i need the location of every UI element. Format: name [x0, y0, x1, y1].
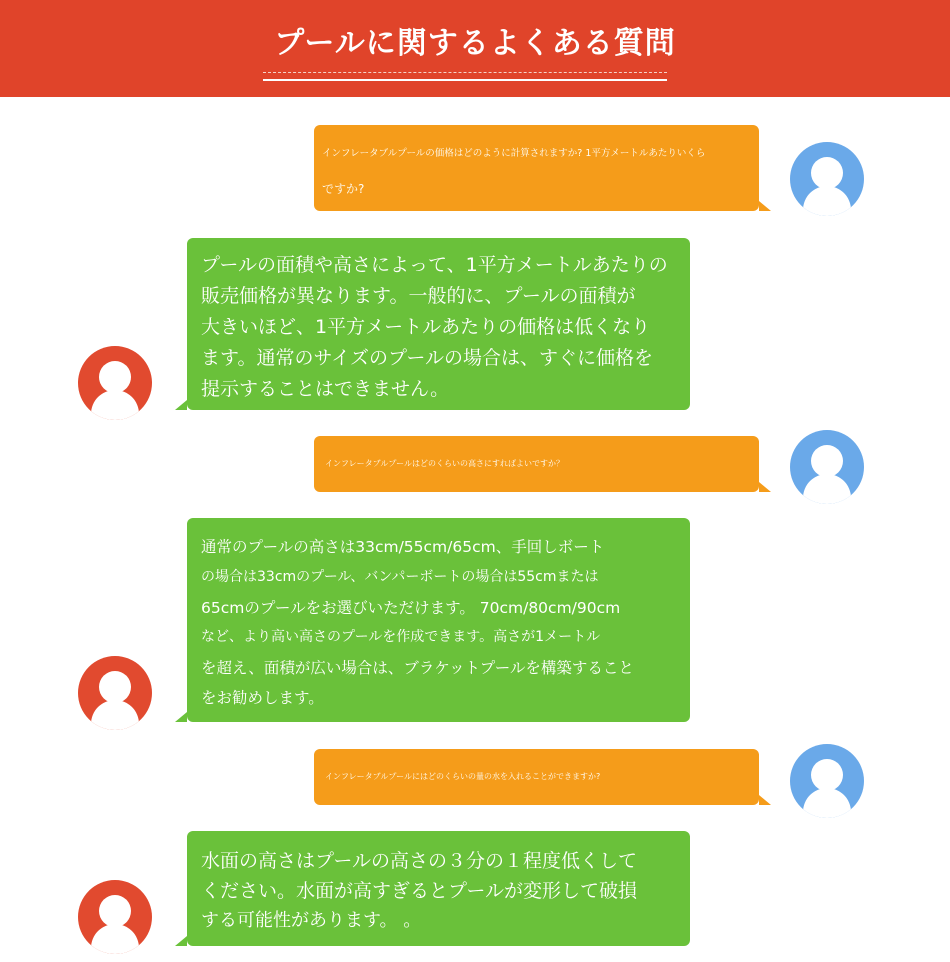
question-1-line-2: ですか?	[322, 182, 365, 196]
answer-1-line-1: プールの面積や高さによって、1平方メートルあたりの	[201, 254, 668, 276]
answer-1-line-4: ます。通常のサイズのプールの場合は、すぐに価格を	[201, 347, 654, 369]
answer-1-line-2: 販売価格が異なります。一般的に、プールの面積が	[201, 285, 636, 307]
answer-1-line-3: 大きいほど、1平方メートルあたりの価格は低くなり	[201, 316, 651, 338]
answer-2-line-4: など、より高い高さのプールを作成できます。高さが1メートル	[201, 629, 601, 645]
user-avatar-body	[803, 474, 851, 504]
staff-avatar-3	[78, 880, 152, 954]
staff-avatar-body	[91, 924, 139, 954]
page-title: プールに関するよくある質問	[274, 26, 676, 61]
answer-2-line-3: 65cmのプールをお選びいただけます。 70cm/80cm/90cm	[201, 599, 621, 617]
user-avatar-2	[790, 430, 864, 504]
user-avatar-body	[803, 186, 851, 216]
answer-2-line-2: の場合は33cmのプール、バンパーボートの場合は55cmまたは	[201, 569, 599, 585]
answer-3-line-2: ください。水面が高すぎるとプールが変形して破損	[201, 880, 638, 902]
staff-avatar-2	[78, 656, 152, 730]
staff-avatar-head	[99, 895, 131, 927]
user-avatar-head	[811, 445, 843, 477]
staff-avatar-head	[99, 361, 131, 393]
question-bubble-2	[314, 436, 759, 492]
staff-avatar-1	[78, 346, 152, 420]
user-avatar-body	[803, 788, 851, 818]
answer-bubble-1	[187, 238, 690, 410]
staff-avatar-body	[91, 700, 139, 730]
answer-1-line-5: 提示することはできません。	[201, 378, 450, 400]
answer-3-line-1: 水面の高さはプールの高さの３分の１程度低くして	[201, 850, 638, 872]
user-avatar-3	[790, 744, 864, 818]
answer-bubble-2	[187, 518, 690, 722]
question-bubble-1	[314, 125, 759, 211]
question-3-line-1: インフレータブルプールにはどのくらいの量の水を入れることができますか?	[325, 772, 601, 781]
title-underline	[263, 72, 667, 81]
answer-2-line-1: 通常のプールの高さは33cm/55cm/65cm、手回しボート	[201, 538, 605, 556]
question-1-line-1: インフレータブルプールの価格はどのように計算されますか? 1平方メートルあたりいくら	[322, 148, 706, 159]
user-avatar-head	[811, 157, 843, 189]
staff-avatar-head	[99, 671, 131, 703]
question-bubble-3	[314, 749, 759, 805]
answer-2-line-5: を超え、面積が広い場合は、ブラケットプールを構築すること	[201, 659, 634, 677]
user-avatar-1	[790, 142, 864, 216]
staff-avatar-body	[91, 390, 139, 420]
answer-2-line-6: をお勧めします。	[201, 689, 324, 707]
answer-3-line-3: する可能性があります。 。	[201, 910, 422, 931]
answer-bubble-3	[187, 831, 690, 946]
user-avatar-head	[811, 759, 843, 791]
page-header	[0, 0, 950, 97]
question-2-line-1: インフレータブルプールはどのくらいの高さにすればよいですか？	[325, 459, 564, 468]
